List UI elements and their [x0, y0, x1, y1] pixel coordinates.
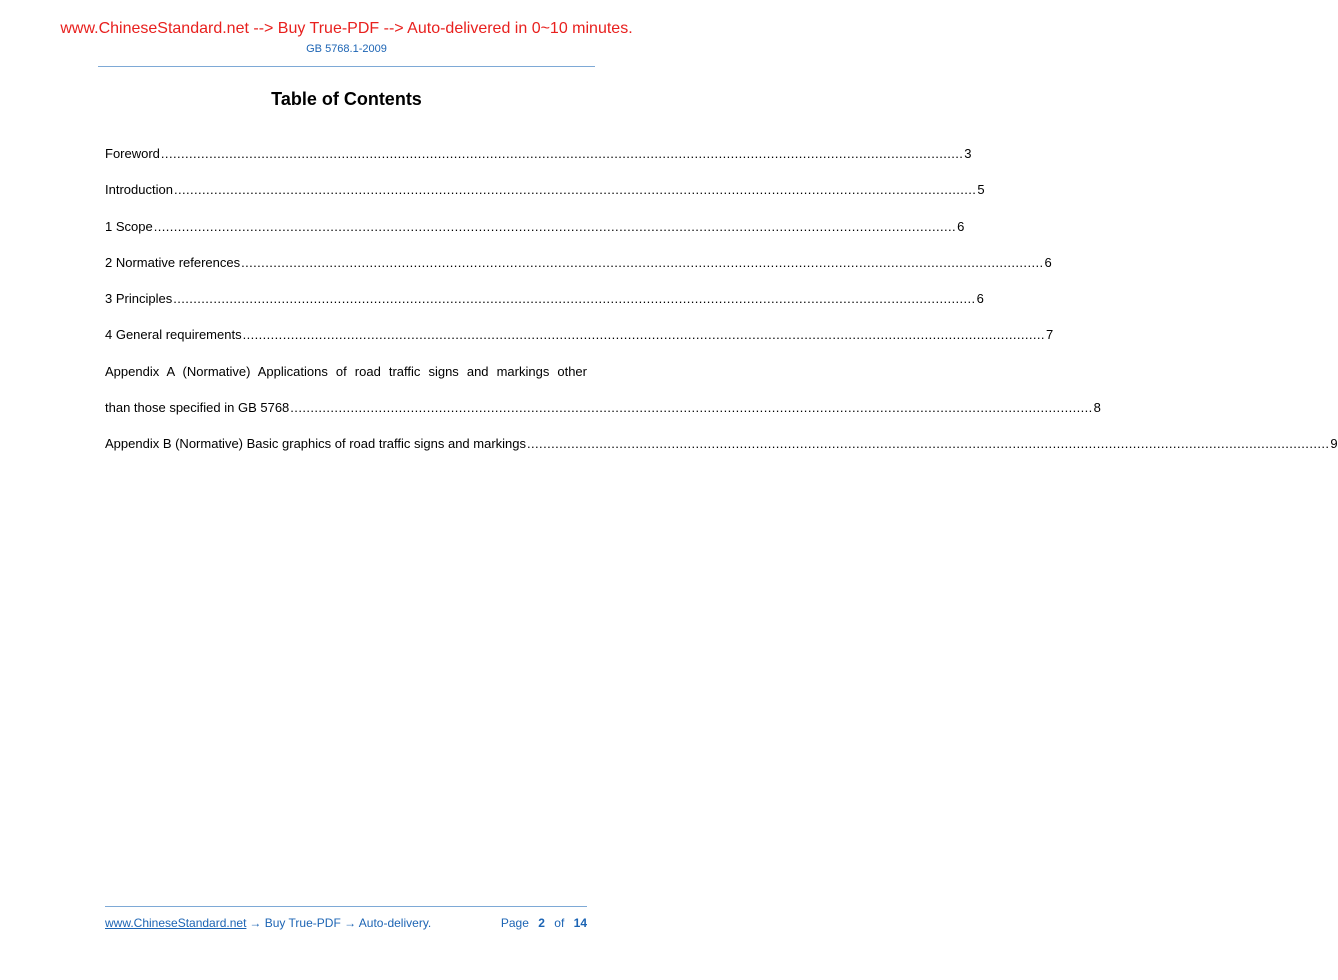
toc-entry-introduction[interactable]	[105, 178, 985, 214]
header-divider	[98, 66, 595, 67]
toc-entry-page: 8	[1093, 400, 1101, 416]
footer-tagline: → Buy True-PDF → Auto-delivery.	[249, 916, 432, 930]
toc-entry-page: 7	[1045, 327, 1054, 343]
toc-entry-page: 9	[1330, 436, 1338, 452]
footer-divider	[105, 906, 587, 907]
dot-leader: ........................................................................................................................................................................................................	[242, 327, 1045, 343]
toc-entry-label: 1 Scope	[105, 218, 153, 234]
toc-entry-label: 2 Normative references	[105, 254, 241, 270]
page-of-word: of	[554, 916, 565, 930]
toc-entry-label: 3 Principles	[105, 291, 173, 307]
page-title: Table of Contents	[271, 89, 422, 109]
toc-entry-page: 6	[976, 291, 984, 307]
toc-entry-page: 5	[977, 182, 985, 198]
toc-entry-appendix-b[interactable]	[105, 432, 1338, 468]
page-word: Page	[500, 916, 529, 930]
toc-entry-label: Appendix A (Normative) Applications of road traffic signs and markings other	[105, 363, 587, 379]
toc-entry-page: 6	[1044, 254, 1052, 270]
dot-leader: ........................................................................................................................................................................................................	[241, 254, 1044, 270]
standard-code: GB 5768.1-2009	[306, 43, 387, 55]
dot-leader: ........................................................................................................................................................................................................	[290, 400, 1093, 416]
toc-entry-normative-references[interactable]	[105, 251, 1052, 287]
page-indicator	[501, 916, 587, 930]
dot-leader: ........................................................................................................................................................................................................	[153, 218, 957, 234]
dot-leader: ........................................................................................................................................................................................................	[160, 146, 964, 161]
current-page-number: 2	[538, 916, 545, 930]
dot-leader: ........................................................................................................................................................................................................	[173, 182, 977, 198]
toc-list	[105, 142, 1338, 469]
toc-entry-page: 3	[964, 146, 972, 161]
page-footer	[105, 916, 587, 930]
toc-entry-label: than those specified in GB 5768	[105, 400, 290, 416]
dot-leader: ........................................................................................................................................................................................................	[173, 291, 976, 307]
toc-entry-principles[interactable]	[105, 287, 984, 323]
toc-entry-label: Foreword	[105, 146, 160, 161]
footer-site-link[interactable]: www.ChineseStandard.net	[105, 916, 247, 930]
promo-banner[interactable]: www.ChineseStandard.net --> Buy True-PDF --> Auto-delivered in 0~10 minutes.	[60, 20, 633, 37]
toc-entry-label: Introduction	[105, 182, 173, 198]
toc-entry-page: 6	[957, 218, 965, 234]
toc-entry-label: 4 General requirements	[105, 327, 242, 343]
toc-entry-appendix-a-continued[interactable]	[105, 396, 1101, 432]
toc-entry-label: Appendix B (Normative) Basic graphics of road traffic signs and markings	[105, 436, 527, 452]
toc-entry-appendix-a[interactable]	[105, 360, 587, 396]
toc-entry-scope[interactable]	[105, 215, 965, 251]
total-pages-number: 14	[573, 916, 587, 930]
toc-entry-general-requirements[interactable]	[105, 323, 1054, 359]
dot-leader: ........................................................................................................................................................................................................	[527, 436, 1330, 452]
toc-entry-foreword[interactable]	[105, 142, 972, 178]
